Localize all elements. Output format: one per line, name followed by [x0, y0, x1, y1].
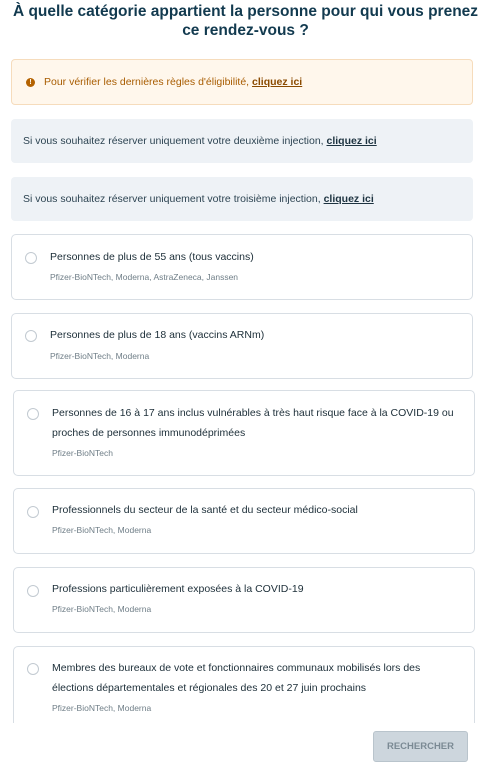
category-option-55-plus[interactable] [11, 234, 473, 300]
category-option-16-17-vulnerable[interactable] [13, 390, 475, 476]
second-dose-notice [11, 119, 473, 163]
option-label: Personnes de plus de 18 ans (vaccins ARNm) [50, 329, 265, 341]
eligibility-notice-text: Pour vérifier les dernières règles d'éligibilité, cliquez ici [44, 76, 303, 88]
option-vaccines: Pfizer-BioNTech, Moderna [50, 351, 150, 361]
radio-button[interactable] [27, 506, 39, 518]
second-dose-link[interactable]: cliquez ici [326, 135, 377, 147]
category-option-health-professionals[interactable] [13, 488, 475, 554]
radio-button[interactable] [25, 252, 37, 264]
option-label: Personnes de plus de 55 ans (tous vaccins) [50, 251, 254, 263]
option-vaccines: Pfizer-BioNTech, Moderna [52, 525, 152, 535]
option-vaccines: Pfizer-BioNTech, Moderna, AstraZeneca, Janssen [50, 272, 239, 282]
option-label: Professionnels du secteur de la santé et du secteur médico-social [52, 504, 358, 516]
page-title: À quelle catégorie appartient la personne pour qui vous prenez ce rendez-vous ? [12, 3, 479, 39]
option-label: Personnes de 16 à 17 ans inclus vulnérables à très haut risque face à la COVID-19 ou proches de personnes immunodéprimées [52, 407, 454, 439]
category-option-polling-staff[interactable] [13, 646, 475, 732]
second-dose-notice-text: Si vous souhaitez réserver uniquement votre deuxième injection, cliquez ici [23, 135, 377, 147]
radio-button[interactable] [27, 663, 39, 675]
radio-button[interactable] [27, 408, 39, 420]
category-option-exposed-professions[interactable] [13, 567, 475, 633]
radio-button[interactable] [25, 330, 37, 342]
option-vaccines: Pfizer-BioNTech, Moderna [52, 604, 152, 614]
option-vaccines: Pfizer-BioNTech [52, 448, 113, 458]
third-dose-notice [11, 177, 473, 221]
eligibility-notice [11, 59, 473, 105]
option-label: Membres des bureaux de vote et fonctionnaires communaux mobilisés lors des élections départementales et régionales des 20 et 27 juin prochains [52, 662, 421, 694]
option-label: Professions particulièrement exposées à la COVID-19 [52, 583, 304, 595]
eligibility-link[interactable]: cliquez ici [252, 76, 303, 88]
category-option-18-plus[interactable] [11, 313, 473, 379]
third-dose-link[interactable]: cliquez ici [323, 193, 374, 205]
third-dose-notice-text: Si vous souhaitez réserver uniquement votre troisième injection, cliquez ici [23, 193, 374, 205]
option-vaccines: Pfizer-BioNTech, Moderna [52, 703, 152, 713]
radio-button[interactable] [27, 585, 39, 597]
alert-icon: ! [26, 78, 35, 87]
search-button[interactable]: RECHERCHER [373, 731, 468, 762]
